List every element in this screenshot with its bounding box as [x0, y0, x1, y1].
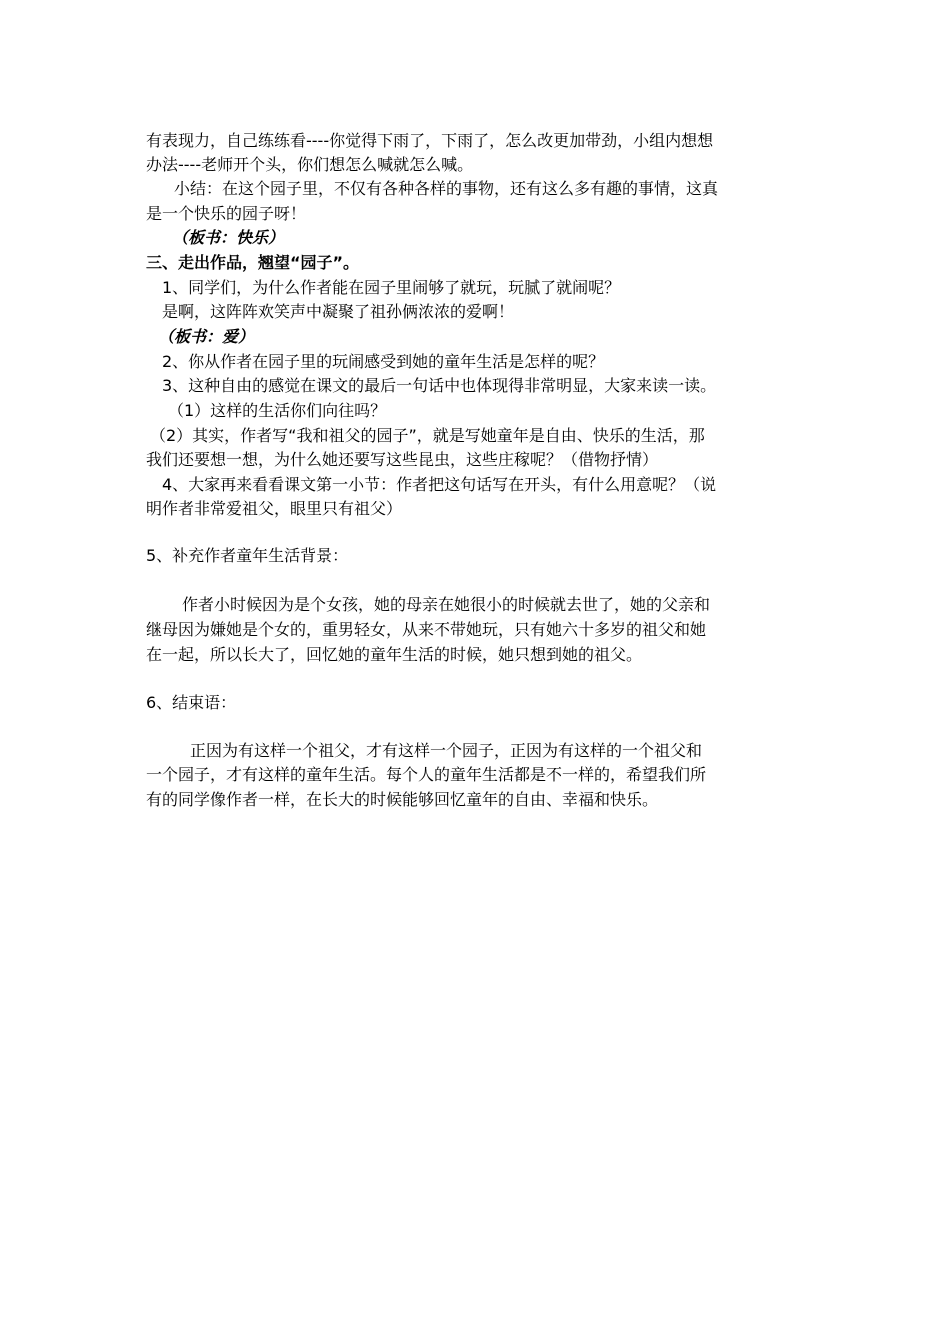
body-text-line: 办法----老师开个头，你们想怎么喊就怎么喊。 [146, 155, 474, 174]
section-heading: 三、走出作品，翘望“园子”。 [146, 253, 360, 272]
body-text-line: 我们还要想一想，为什么她还要写这些昆虫，这些庄稼呢？（借物抒情） [146, 450, 659, 469]
summary-line: 是一个快乐的园子呀！ [146, 204, 307, 223]
question-2: 2、你从作者在园子里的玩闹感受到她的童年生活是怎样的呢？ [162, 352, 605, 371]
question-1: 1、同学们，为什么作者能在园子里闹够了就玩，玩腻了就闹呢？ [162, 278, 621, 297]
background-paragraph-line: 在一起，所以长大了，回忆她的童年生活的时候，她只想到她的祖父。 [146, 645, 643, 664]
question-4: 4、大家再来看看课文第一小节：作者把这句话写在开头，有什么用意呢？（说 [162, 475, 717, 494]
summary-line: 小结：在这个园子里，不仅有各种各样的事物，还有这么多有趣的事情，这真 [174, 179, 719, 198]
board-note-love: （板书：爱） [158, 327, 255, 346]
question-3: 3、这种自由的感觉在课文的最后一句话中也体现得非常明显，大家来读一读。 [162, 376, 717, 395]
item-5-heading: 5、补充作者童年生活背景： [146, 546, 349, 565]
background-paragraph-line: 继母因为嫌她是个女的，重男轻女，从来不带她玩，只有她六十多岁的祖父和她 [146, 620, 707, 639]
sub-question-1: （1）这样的生活你们向往吗？ [168, 401, 387, 420]
closing-paragraph-line: 一个园子，才有这样的童年生活。每个人的童年生活都是不一样的，希望我们所 [146, 765, 707, 784]
body-text-line: 明作者非常爱祖父，眼里只有祖父） [146, 499, 403, 518]
closing-paragraph-line: 正因为有这样一个祖父，才有这样一个园子，正因为有这样的一个祖父和 [190, 741, 703, 760]
body-text-line: 是啊，这阵阵欢笑声中凝聚了祖孙俩浓浓的爱啊！ [162, 302, 515, 321]
board-note-happy: （板书：快乐） [172, 228, 285, 247]
closing-paragraph-line: 有的同学像作者一样，在长大的时候能够回忆童年的自由、幸福和快乐。 [146, 790, 659, 809]
background-paragraph-line: 作者小时候因为是个女孩，她的母亲在她很小的时候就去世了，她的父亲和 [182, 595, 711, 614]
body-text-line: 有表现力，自己练练看----你觉得下雨了，下雨了，怎么改更加带劲，小组内想想 [146, 131, 714, 150]
item-6-heading: 6、结束语： [146, 693, 237, 712]
sub-question-2: （2）其实，作者写“我和祖父的园子”，就是写她童年是自由、快乐的生活，那 [150, 426, 705, 445]
